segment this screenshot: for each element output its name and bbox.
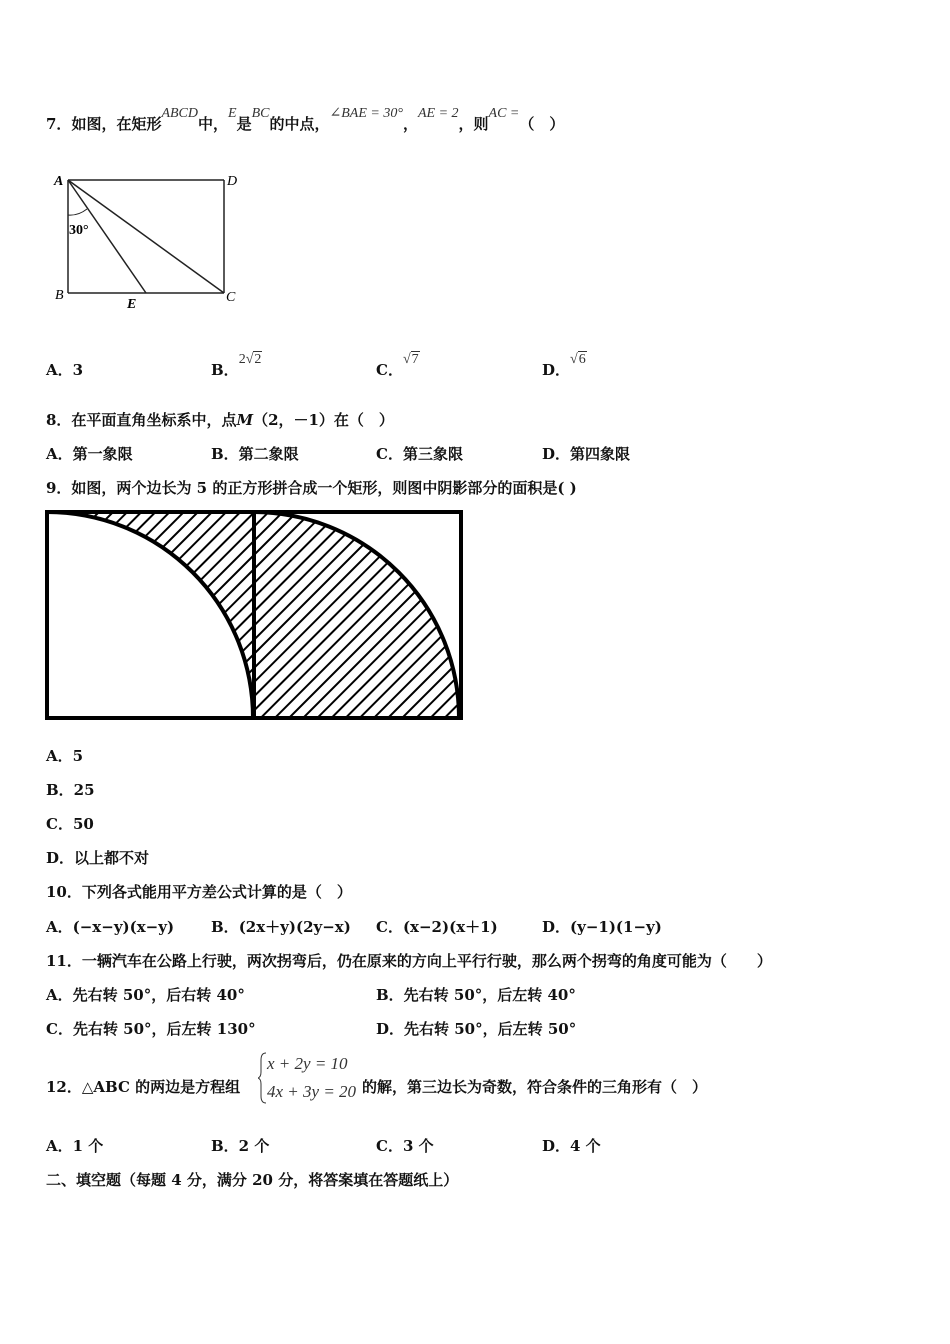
q7-text-6: ，则 [458,115,489,133]
q7-math-rect: ABCD [161,106,199,121]
q7-option-d-value: √6 [570,352,586,367]
q9-shaded-right [253,512,459,718]
q7-number: 7． [46,115,72,133]
q8-point: M [236,411,254,429]
q7-option-c-radicand: 7 [411,352,419,367]
q10-option-a[interactable] [46,917,174,937]
q7-option-b-coef: 2 [238,352,246,367]
q10-option-b[interactable] [211,917,351,937]
q11-stem: 11．一辆汽车在公路上行驶，两次拐弯后，仍在原来的方向上平行行驶，那么两个拐弯的角度可能为（ ） [46,952,772,970]
q7-text-4: 的中点， [269,115,330,133]
q7-label-c: C [226,290,236,305]
q10-option-a-expr: (−x−y)(x−y) [72,918,175,936]
q9-shaded-left [47,512,253,718]
q7-math-bc: BC [251,106,270,121]
q12-equation-2: 4x + 3y = 20 [267,1082,357,1101]
q9-option-c[interactable]: C．50 [46,815,94,833]
q7-label-a: A [54,174,64,189]
q8-option-d[interactable]: D．第四象限 [542,445,631,463]
q8-text-pre: 8．在平面直角坐标系中，点 [46,411,237,429]
q7-text-5: ， [402,115,418,133]
q7-option-b[interactable] [211,352,262,382]
q7-diagonal-ac [68,180,224,293]
q10-option-c-expr: (x−2)(x＋1) [402,918,498,936]
q7-rectangle-figure [48,168,248,313]
q7-option-c-value: √7 [402,352,419,367]
section-title: 二、填空题（每题 4 分，满分 20 分，将答案填在答题纸上） [46,1171,459,1189]
q10-option-b-label: B． [211,918,239,936]
q8-option-b[interactable]: B．第二象限 [211,445,299,463]
q7-option-d-radicand: 6 [578,352,586,367]
q10-option-c-label: C． [376,918,403,936]
q8-option-c[interactable]: C．第三象限 [376,445,463,463]
q12-stem-post: 的解，第三边长为奇数，符合条件的三角形有（ ） [362,1078,708,1096]
q7-math-angle: ∠BAE = 30° [329,106,403,121]
q12-stem-pre: 12．△ABC 的两边是方程组 [46,1078,241,1096]
q10-option-d[interactable] [542,917,662,937]
q7-text-1: 如图，在矩形 [71,115,162,133]
q7-angle-label: 30° [69,223,89,238]
q10-stem: 10．下列各式能用平方差公式计算的是（ ） [46,883,352,901]
q7-option-c[interactable] [376,352,420,382]
q8-stem [46,410,394,430]
q10-option-d-expr: (y−1)(1−y) [570,918,662,936]
q11-option-c[interactable]: C．先右转 50°，后左转 130° [46,1020,256,1038]
q12-option-a[interactable]: A．1 个 [46,1137,104,1155]
q10-option-c[interactable] [376,917,498,937]
q11-option-d[interactable]: D．先右转 50°，后左转 50° [376,1020,577,1038]
q7-option-c-label: C． [376,361,403,379]
q9-option-d[interactable]: D．以上都不对 [46,849,150,867]
q7-label-b: B [55,288,64,303]
q7-option-a[interactable] [46,360,83,380]
q7-text-7: （ ） [519,115,565,133]
q12-option-c[interactable]: C．3 个 [376,1137,434,1155]
q7-option-a-value: 3 [72,361,84,379]
q11-option-b[interactable]: B．先右转 50°，后左转 40° [376,986,576,1004]
q7-option-b-value: 2√2 [238,352,262,367]
q7-option-d-label: D． [542,361,571,379]
q7-math-ae: AE = 2 [417,106,459,121]
q10-option-d-label: D． [542,918,571,936]
q7-math-ac: AC = [488,106,520,121]
q7-option-a-label: A． [46,361,73,379]
q12-brace [258,1053,266,1103]
q9-stem: 9．如图，两个边长为 5 的正方形拼合成一个矩形，则图中阴影部分的面积是( ) [46,479,577,497]
q12-equation-1: x + 2y = 10 [267,1054,348,1073]
q9-shaded-figure [44,509,464,721]
q7-text-2: 中， [198,115,229,133]
q7-text-3: 是 [236,115,252,133]
q9-option-a[interactable]: A．5 [46,747,84,765]
q12-option-b[interactable]: B．2 个 [211,1137,270,1155]
q8-text-post: （2，－1）在（ ） [253,411,394,429]
q7-label-e: E [127,297,137,312]
q7-label-d: D [227,174,238,189]
q12-equation-system [258,1050,368,1106]
q7-math-e: E [228,106,237,121]
q11-option-a[interactable]: A．先右转 50°，后右转 40° [46,986,245,1004]
q7-option-b-radicand: 2 [254,352,262,367]
q7-option-d[interactable] [542,352,587,382]
q7-stem [46,106,565,136]
q7-option-b-label: B． [211,361,239,379]
q7-angle-arc [68,209,87,215]
q10-option-a-label: A． [46,918,73,936]
q10-option-b-expr: (2x＋y)(2y−x) [238,918,351,936]
q9-option-b[interactable]: B．25 [46,781,95,799]
q8-option-a[interactable]: A．第一象限 [46,445,133,463]
q12-option-d[interactable]: D．4 个 [542,1137,601,1155]
